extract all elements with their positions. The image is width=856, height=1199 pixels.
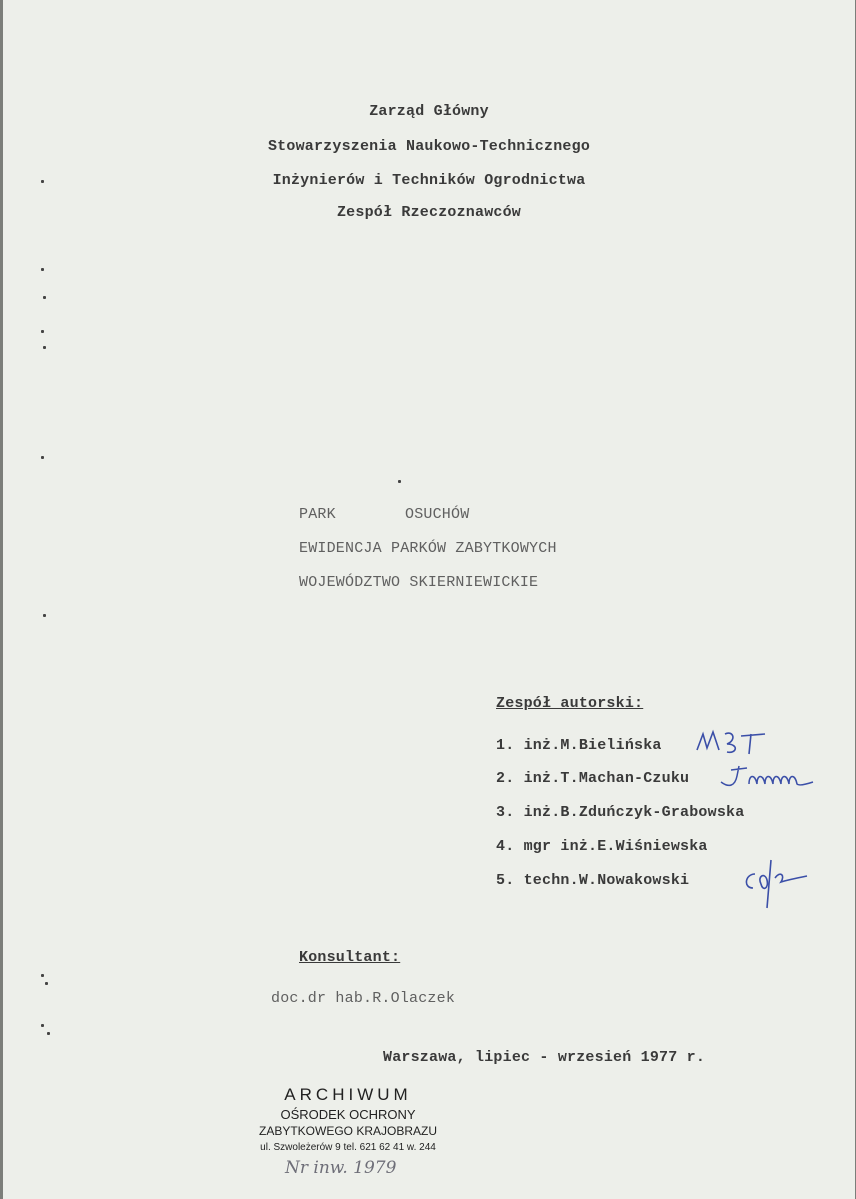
signature-3 xyxy=(741,856,813,914)
signature-1 xyxy=(693,726,773,758)
stamp-line-1: OŚRODEK OCHRONY xyxy=(280,1107,416,1122)
subject-line-3: WOJEWÓDZTWO SKIERNIEWICKIE xyxy=(299,574,539,591)
margin-mark xyxy=(43,346,46,349)
margin-mark xyxy=(45,982,48,985)
stamp-line-3: ul. Szwoleżerów 9 tel. 621 62 41 w. 244 xyxy=(260,1142,436,1153)
margin-mark xyxy=(41,268,44,271)
place-date: Warszawa, lipiec - wrzesień 1977 r. xyxy=(383,1049,706,1066)
margin-mark xyxy=(43,614,46,617)
subject-line-2: EWIDENCJA PARKÓW ZABYTKOWYCH xyxy=(299,540,557,557)
margin-mark xyxy=(43,296,46,299)
author-item-1: 1. inż.M.Bielińska xyxy=(496,737,662,754)
header-line-4: Zespół Rzeczoznawców xyxy=(336,204,522,221)
signature-2 xyxy=(719,762,819,796)
header-line-1: Zarząd Główny xyxy=(369,103,489,120)
consultant-heading: Konsultant: xyxy=(299,949,401,966)
author-item-5: 5. techn.W.Nowakowski xyxy=(496,872,690,889)
header-line-2: Stowarzyszenia Naukowo-Technicznego xyxy=(267,138,591,155)
margin-mark xyxy=(41,974,44,977)
subject-name: OSUCHÓW xyxy=(405,506,470,523)
consultant-name: doc.dr hab.R.Olaczek xyxy=(271,990,456,1007)
subject-label: PARK xyxy=(299,506,336,523)
authors-heading: Zespół autorski: xyxy=(496,695,644,712)
margin-mark xyxy=(47,1032,50,1035)
stamp-line-2: ZABYTKOWEGO KRAJOBRAZU xyxy=(258,1124,438,1138)
margin-mark xyxy=(41,456,44,459)
stamp-title: ARCHIWUM xyxy=(284,1085,412,1104)
inventory-number: Nr inw. 1979 xyxy=(285,1158,397,1178)
author-item-2: 2. inż.T.Machan-Czuku xyxy=(496,770,690,787)
author-item-4: 4. mgr inż.E.Wiśniewska xyxy=(496,838,708,855)
author-item-3: 3. inż.B.Zduńczyk-Grabowska xyxy=(496,804,745,821)
margin-mark xyxy=(41,330,44,333)
header-line-3: Inżynierów i Techników Ogrodnictwa xyxy=(272,172,586,189)
margin-mark xyxy=(41,1024,44,1027)
document-page xyxy=(3,0,855,1199)
margin-mark xyxy=(398,480,401,483)
